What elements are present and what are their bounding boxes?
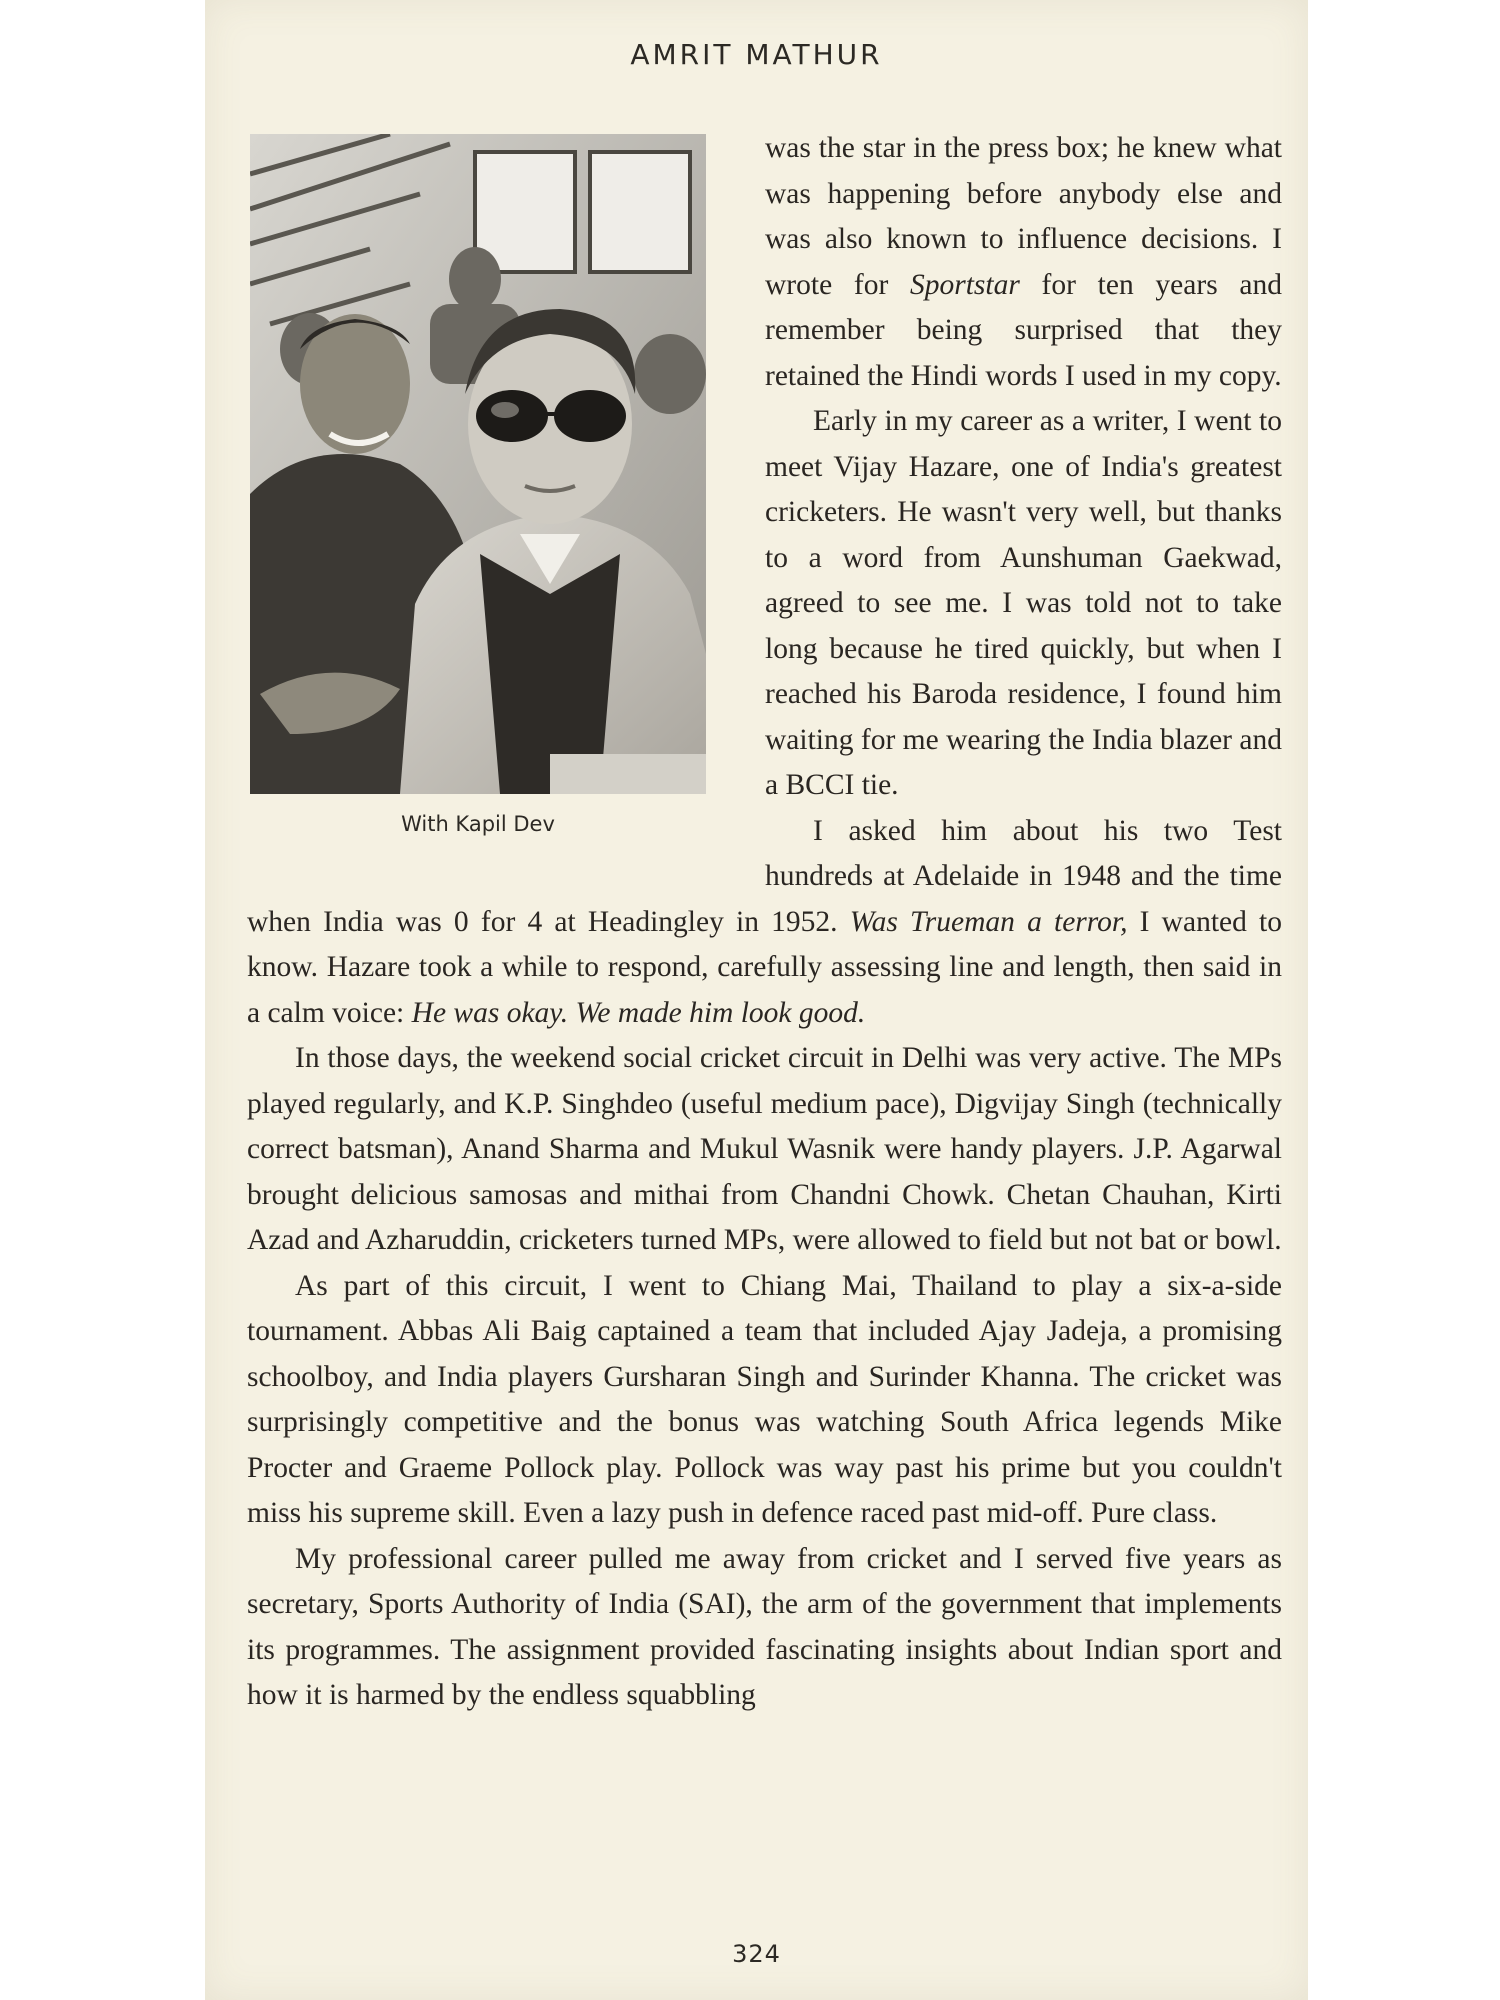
body-text [247,126,1282,1719]
paragraph-3-quote-1: Was Trueman a terror, [849,905,1128,938]
photo-caption: With Kapil Dev [401,812,555,836]
paragraph-4: In those days, the weekend social cricket circuit in Delhi was very active. The MPs played regularly, and K.P. Singhdeo (useful medium pace), Digvijay Singh (technically correct batsman), Anand Sharma and Mukul Wasnik were handy players. J.P. Agarwal brought delicious samosas and mithai from Chandni Chowk. Chetan Chauhan, Kirti Azad and Azharuddin, cricketers turned MPs, were allowed to field but not bat or bowl. [247,1042,1282,1256]
paragraph-3-text-a: I asked him about his two Test hundreds at Adelaide in 1948 and the time when India was 0 for 4 at Headingley in 1952. [247,814,1282,938]
running-head: AMRIT MATHUR [630,38,883,71]
paragraph-5: As part of this circuit, I went to Chiang Mai, Thailand to play a six-a-side tournament. Abbas Ali Baig captained a team that included Ajay Jadeja, a promising schoolboy, and India players Gursharan Singh and Surinder Khanna. The cricket was surprisingly competitive and the bonus was watching South Africa legends Mike Procter and Graeme Pollock play. Pollock was way past his prime but you couldn't miss his supreme skill. Even a lazy push in defence raced past mid-off. Pure class. [247,1269,1282,1529]
paragraph-1-text-b: for ten years and remember being surprised that they retained the Hindi words I used in my copy. [765,268,1282,392]
publication-name: Sportstar [910,268,1020,301]
paragraph-2: Early in my career as a writer, I went to meet Vijay Hazare, one of India's greatest cricketers. He wasn't very well, but thanks to a word from Aunshuman Gaekwad, agreed to see me. I was told not to take long because he tired quickly, but when I reached his Baroda residence, I found him waiting for me wearing the India blazer and a BCCI tie. [765,405,1282,801]
paragraph-1-text-a: was the star in the press box; he knew what was happening before anybody else and was also known to influence decisions. I wrote for [765,132,1282,301]
book-page [205,0,1308,2000]
paragraph-6: My professional career pulled me away from cricket and I served five years as secretary, Sports Authority of India (SAI), the arm of the government that implements its programmes. The assignment provided fascinating insights about Indian sport and how it is harmed by the endless squabbling [247,1542,1282,1711]
paragraph-3-quote-2: He was okay. We made him look good. [411,996,866,1029]
figure-spacer [247,126,747,896]
page-number: 324 [732,1940,781,1968]
paragraph-3-text-b: I wanted to know. Hazare took a while to respond, carefully assessing line and length, then said in a calm voice: [247,905,1283,1029]
